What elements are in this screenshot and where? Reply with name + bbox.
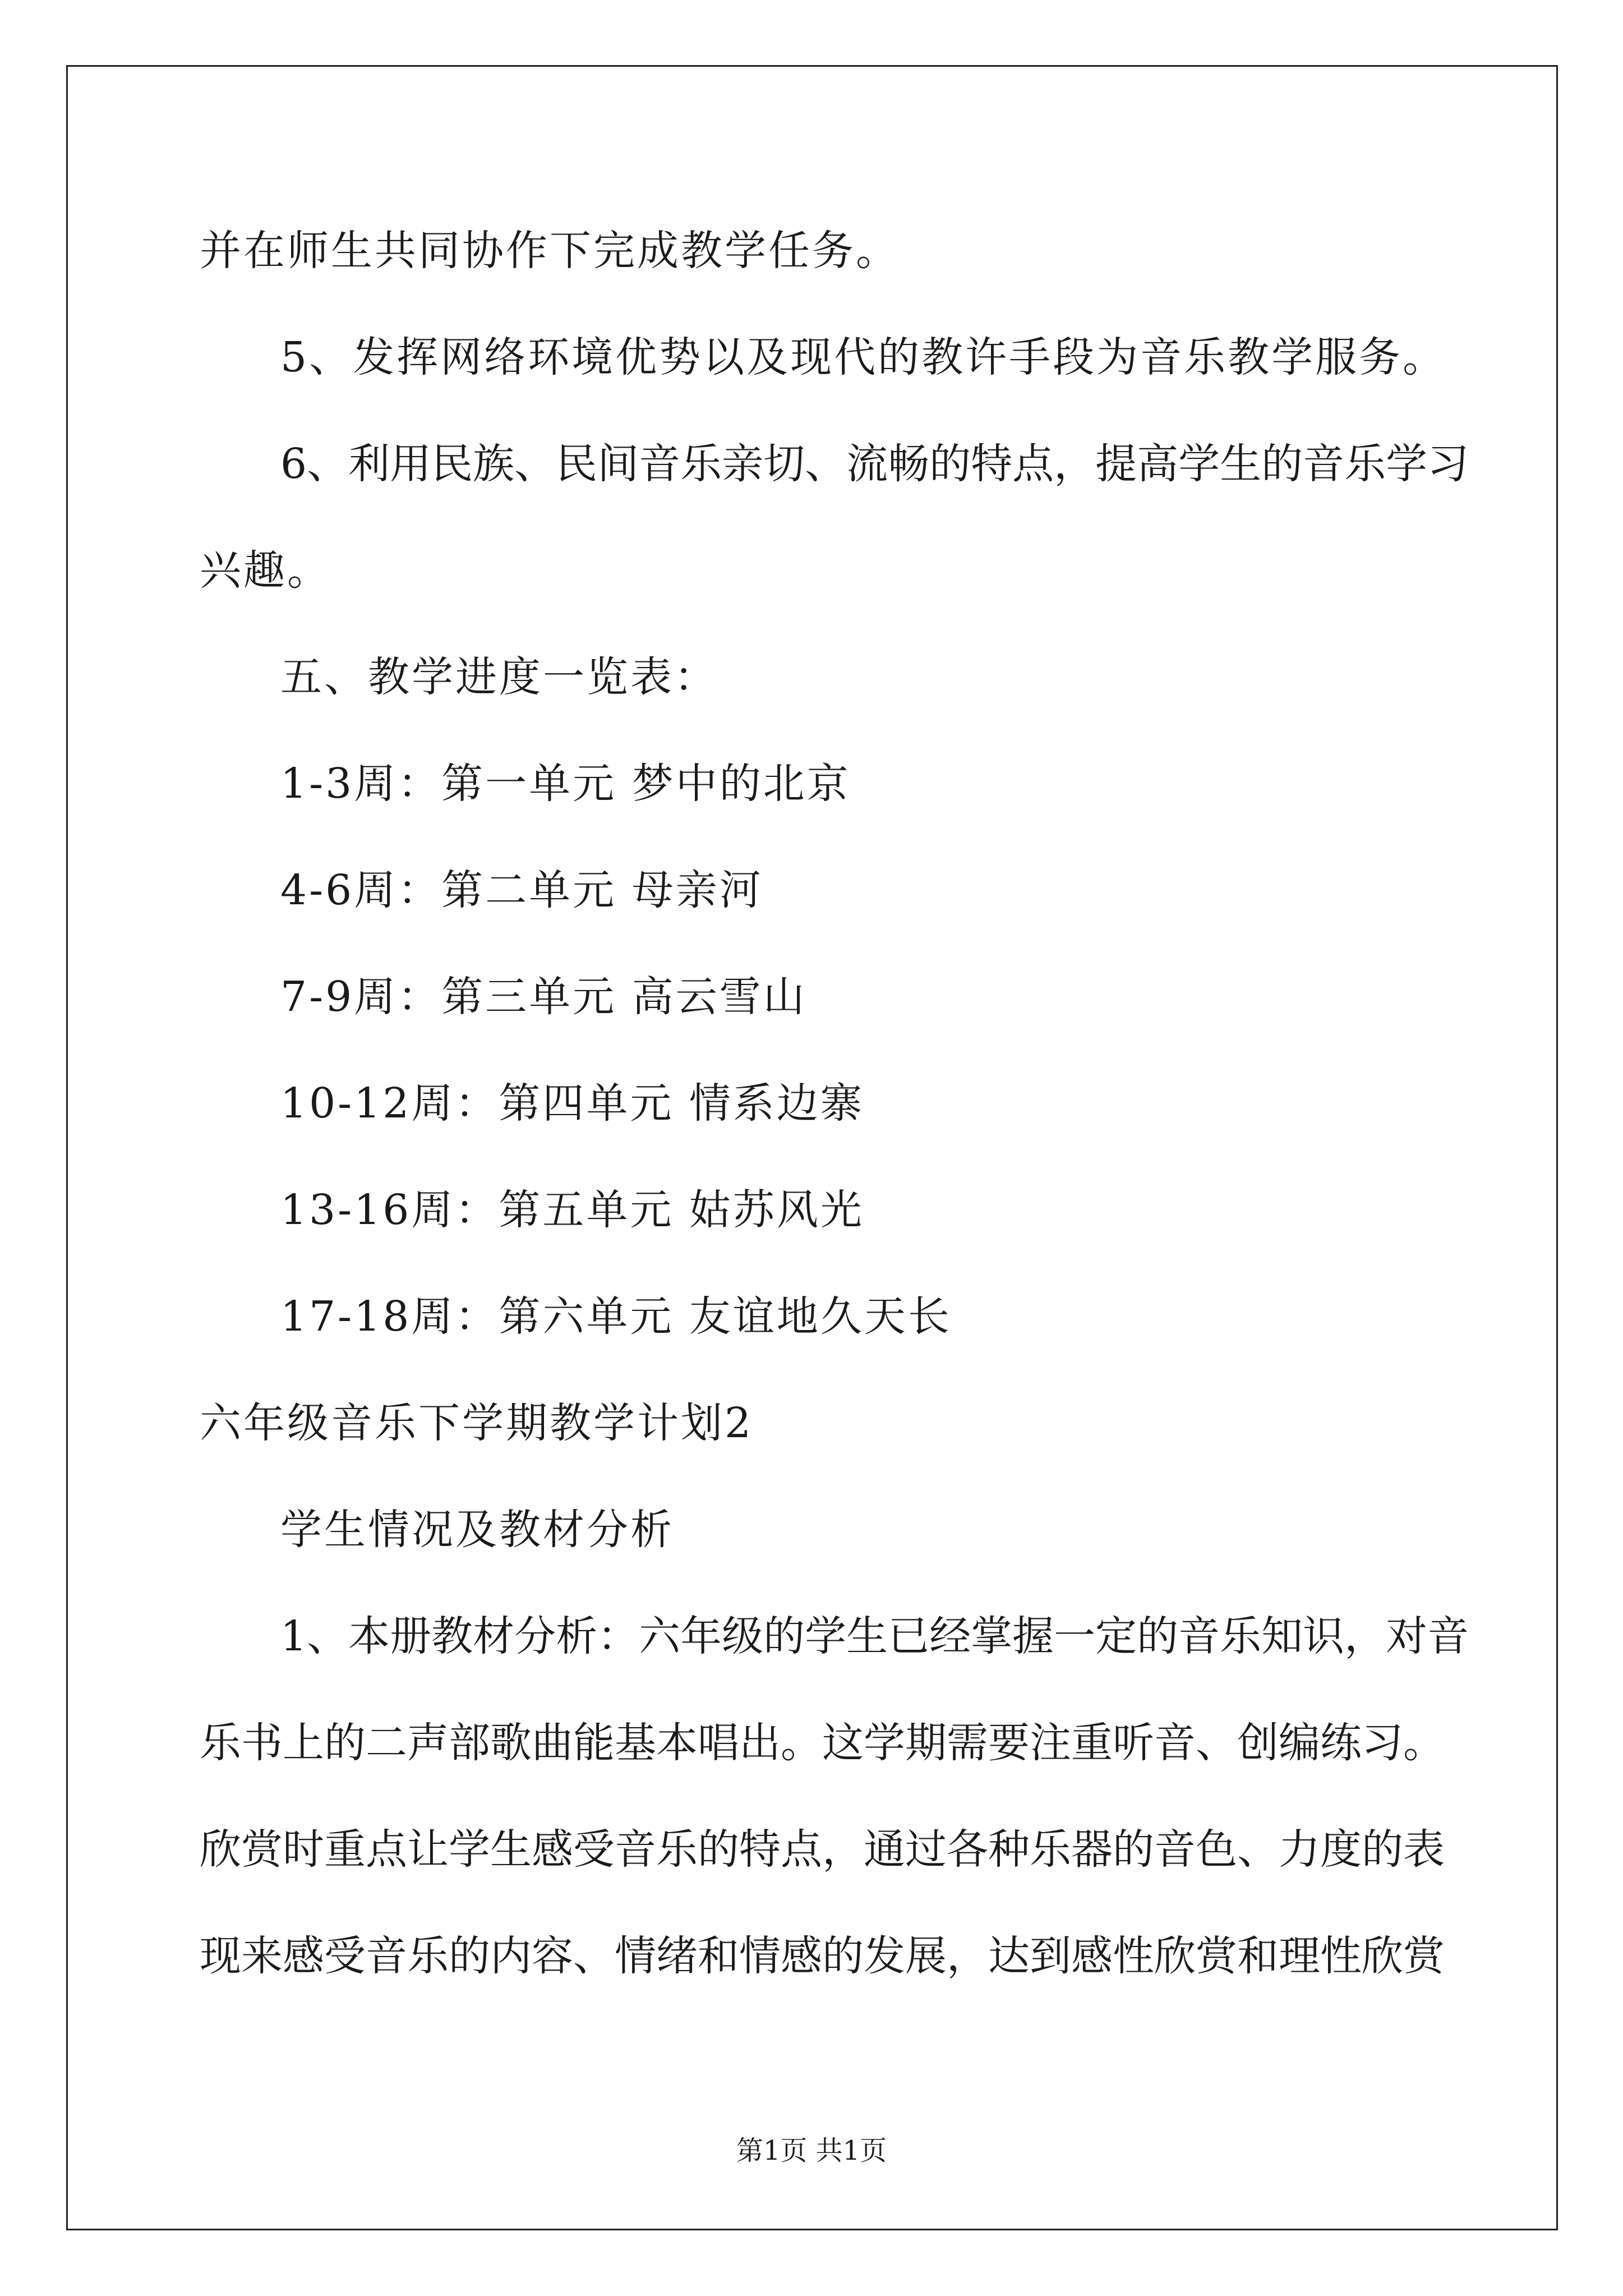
schedule-row: 7-9周：第三单元 高云雪山 xyxy=(280,973,807,1021)
paragraph-line: 6、利用民族、民间音乐亲切、流畅的特点，提高学生的音乐学习 xyxy=(280,440,1469,488)
paragraph-line: 1、本册教材分析：六年级的学生已经掌握一定的音乐知识，对音 xyxy=(280,1612,1469,1660)
schedule-row: 17-18周：第六单元 友谊地久天长 xyxy=(280,1292,952,1341)
page-footer: 第1页 共1页 xyxy=(736,2135,887,2166)
section-heading: 学生情况及教材分析 xyxy=(280,1506,674,1554)
schedule-row: 13-16周：第五单元 姑苏风光 xyxy=(280,1186,864,1234)
paragraph-line: 兴趣。 xyxy=(200,546,331,595)
schedule-row: 4-6周：第二单元 母亲河 xyxy=(280,866,763,914)
paragraph-line: 乐书上的二声部歌曲能基本唱出。这学期需要注重听音、创编练习。 xyxy=(200,1719,1445,1767)
document-title: 六年级音乐下学期教学计划2 xyxy=(200,1399,754,1447)
schedule-row: 10-12周：第四单元 情系边寨 xyxy=(280,1079,864,1128)
paragraph-line: 欣赏时重点让学生感受音乐的特点，通过各种乐器的音色、力度的表 xyxy=(200,1825,1445,1874)
paragraph-line: 5、发挥网络环境优势以及现代的教许手段为音乐教学服务。 xyxy=(280,333,1447,381)
section-heading: 五、教学进度一览表： xyxy=(280,653,718,701)
paragraph-line: 现来感受音乐的内容、情绪和情感的发展，达到感性欣赏和理性欣赏 xyxy=(200,1932,1445,1980)
schedule-row: 1-3周：第一单元 梦中的北京 xyxy=(280,760,851,808)
paragraph-line: 并在师生共同协作下完成教学任务。 xyxy=(200,227,900,275)
